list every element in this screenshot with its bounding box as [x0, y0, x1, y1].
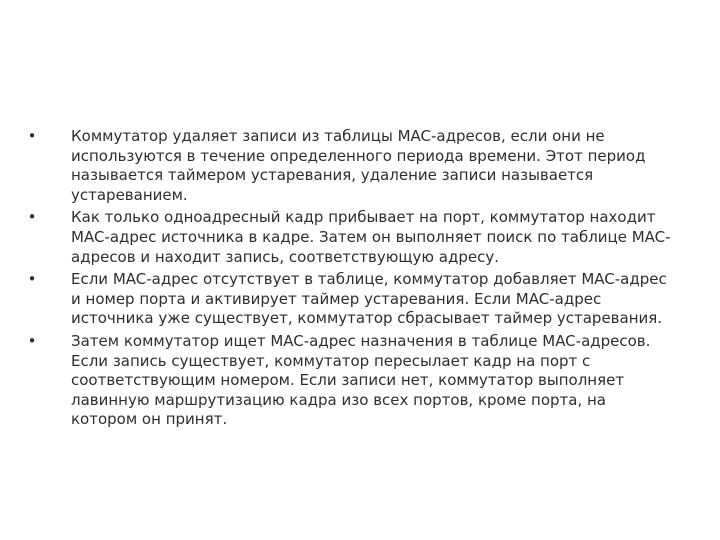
- bullet-text: Коммутатор удаляет записи из таблицы MAC-адресов, если они не используются в течение определенного периода времени. Этот период называется таймером устаревания, удаление записи называется устареванием.: [71, 127, 646, 204]
- bullet-item-aging-timer: [22, 127, 672, 205]
- bullet-text: Как только одноадресный кадр прибывает на порт, коммутатор находит MAC-адрес источника в кадре. Затем он выполняет поиск по таблице MAC-адресов и находит запись, соответствующую адресу.: [71, 208, 671, 266]
- bullet-text: Если MAC-адрес отсутствует в таблице, коммутатор добавляет MAC-адрес и номер порта и активирует таймер устаревания. Если MAC-адрес источника уже существует, коммутатор сбрасывает таймер устаревания.: [71, 270, 667, 328]
- bullet-item-source-lookup: [22, 208, 672, 267]
- bullet-icon: •: [27, 270, 37, 289]
- bullet-list: [22, 127, 672, 433]
- bullet-item-destination-forward: [22, 332, 672, 430]
- bullet-icon: •: [27, 208, 37, 227]
- bullet-item-add-entry: [22, 270, 672, 329]
- bullet-icon: •: [27, 127, 37, 145]
- bullet-text: Затем коммутатор ищет MAC-адрес назначения в таблице MAC-адресов. Если запись существует, коммутатор пересылает кадр на порт с соответствующим номером. Если записи нет, коммутатор выполняет лавинную маршрутизацию кадра изо всех портов, кроме порта, на котором он принят.: [71, 331, 651, 429]
- bullet-icon: •: [27, 331, 37, 350]
